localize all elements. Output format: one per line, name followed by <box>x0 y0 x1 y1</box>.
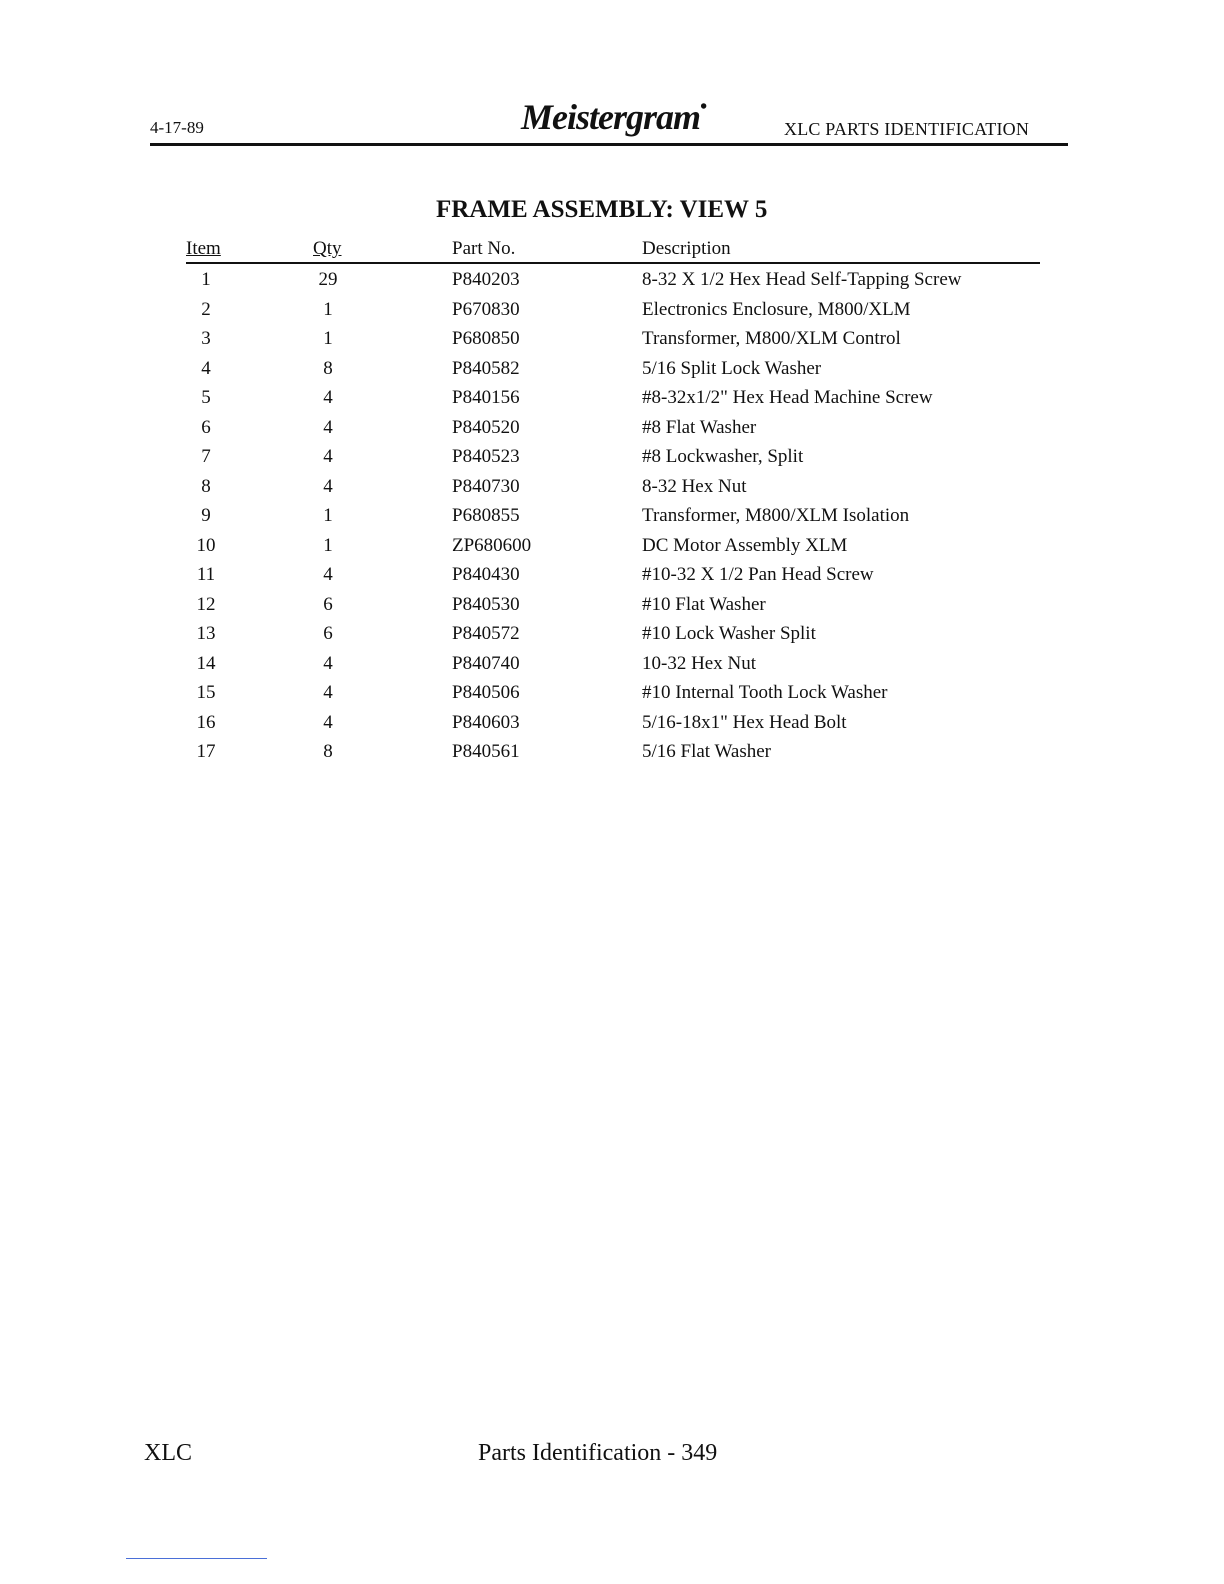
table-body <box>186 264 1040 766</box>
cell-part-number: P840603 <box>452 711 520 733</box>
cell-part-number: P840572 <box>452 623 520 644</box>
cell-item: 12 <box>196 593 216 615</box>
cell-part-number: P840730 <box>452 475 520 497</box>
cell-qty: 29 <box>318 269 338 290</box>
cell-item: 6 <box>201 416 211 438</box>
cell-item: 10 <box>196 534 216 556</box>
table-row <box>186 677 1040 707</box>
cell-part-number: P840203 <box>452 269 520 290</box>
column-header-qty: Qty <box>313 238 342 259</box>
cell-qty: 4 <box>323 652 333 674</box>
cell-qty: 1 <box>323 534 333 556</box>
cell-description: #10-32 X 1/2 Pan Head Screw <box>642 564 874 585</box>
cell-item: 3 <box>201 328 211 349</box>
cell-qty: 8 <box>323 357 333 379</box>
cell-item: 1 <box>201 269 211 290</box>
footer-model: XLC <box>144 1440 192 1466</box>
cell-part-number: P840523 <box>452 446 520 467</box>
cell-description: Electronics Enclosure, M800/XLM <box>642 298 911 320</box>
column-header-part: Part No. <box>452 238 516 259</box>
table-header <box>186 236 1040 264</box>
cell-part-number: P840520 <box>452 416 520 438</box>
cell-part-number: P840530 <box>452 593 520 615</box>
table-row <box>186 589 1040 619</box>
table-row <box>186 412 1040 442</box>
cell-item: 8 <box>201 475 211 497</box>
cell-item: 7 <box>201 446 211 467</box>
cell-item: 13 <box>196 623 216 644</box>
cell-qty: 4 <box>323 475 333 497</box>
cell-item: 9 <box>201 505 211 526</box>
cell-part-number: P840740 <box>452 652 520 674</box>
cell-description: 5/16 Split Lock Washer <box>642 357 822 379</box>
brand-mark: • <box>700 96 707 118</box>
page-title: FRAME ASSEMBLY: VIEW 5 <box>436 196 768 223</box>
cell-description: #8-32x1/2" Hex Head Machine Screw <box>642 387 933 408</box>
cell-qty: 4 <box>323 387 333 408</box>
table-row <box>186 323 1040 353</box>
cell-description: 8-32 X 1/2 Hex Head Self-Tapping Screw <box>642 269 962 290</box>
cell-part-number: P680855 <box>452 505 520 526</box>
cell-part-number: P840582 <box>452 357 520 379</box>
cell-qty: 4 <box>323 564 333 585</box>
cell-description: 5/16 Flat Washer <box>642 741 771 762</box>
cell-part-number: ZP680600 <box>452 534 532 556</box>
cell-description: DC Motor Assembly XLM <box>642 534 848 556</box>
table-row <box>186 294 1040 324</box>
column-header-description: Description <box>642 238 731 259</box>
cell-qty: 8 <box>323 741 333 762</box>
cell-part-number: P840561 <box>452 741 520 762</box>
brand-logo <box>521 96 706 138</box>
footer-underline <box>126 1558 267 1559</box>
table-row <box>186 736 1040 766</box>
cell-qty: 1 <box>323 505 333 526</box>
cell-part-number: P670830 <box>452 298 520 320</box>
cell-description: #10 Internal Tooth Lock Washer <box>642 682 888 703</box>
cell-item: 2 <box>201 298 211 320</box>
cell-item: 16 <box>196 711 216 733</box>
header-date: 4-17-89 <box>150 118 204 137</box>
cell-qty: 4 <box>323 416 333 438</box>
cell-description: 10-32 Hex Nut <box>642 652 756 674</box>
cell-description: #10 Lock Washer Split <box>642 623 816 644</box>
cell-qty: 1 <box>323 298 333 320</box>
cell-qty: 4 <box>323 446 333 467</box>
cell-part-number: P840506 <box>452 682 520 703</box>
column-header-item: Item <box>186 238 221 259</box>
cell-qty: 1 <box>323 328 333 349</box>
cell-part-number: P840156 <box>452 387 520 408</box>
cell-qty: 6 <box>323 593 333 615</box>
footer-page-label: Parts Identification - 349 <box>478 1440 718 1466</box>
cell-description: #8 Lockwasher, Split <box>642 446 804 467</box>
table-row <box>186 648 1040 678</box>
header-section-title: XLC PARTS IDENTIFICATION <box>784 119 1030 139</box>
cell-item: 15 <box>196 682 216 703</box>
cell-part-number: P840430 <box>452 564 520 585</box>
cell-qty: 4 <box>323 711 333 733</box>
table-row <box>186 264 1040 294</box>
table-row <box>186 707 1040 737</box>
header-divider <box>150 143 1068 146</box>
table-row <box>186 500 1040 530</box>
cell-qty: 4 <box>323 682 333 703</box>
table-row <box>186 441 1040 471</box>
cell-description: #8 Flat Washer <box>642 416 757 438</box>
table-row <box>186 530 1040 560</box>
cell-qty: 6 <box>323 623 333 644</box>
cell-item: 14 <box>196 652 216 674</box>
cell-description: Transformer, M800/XLM Control <box>642 328 901 349</box>
table-row <box>186 353 1040 383</box>
cell-description: #10 Flat Washer <box>642 593 766 615</box>
table-row <box>186 382 1040 412</box>
table-row <box>186 618 1040 648</box>
cell-item: 5 <box>201 387 211 408</box>
cell-item: 11 <box>196 564 216 585</box>
cell-description: 8-32 Hex Nut <box>642 475 747 497</box>
cell-part-number: P680850 <box>452 328 520 349</box>
cell-description: Transformer, M800/XLM Isolation <box>642 505 910 526</box>
cell-item: 4 <box>201 357 211 379</box>
brand-name: Meistergram <box>521 97 701 137</box>
table-row <box>186 471 1040 501</box>
table-row <box>186 559 1040 589</box>
cell-description: 5/16-18x1" Hex Head Bolt <box>642 711 847 733</box>
cell-item: 17 <box>196 741 216 762</box>
parts-table <box>186 236 1040 766</box>
